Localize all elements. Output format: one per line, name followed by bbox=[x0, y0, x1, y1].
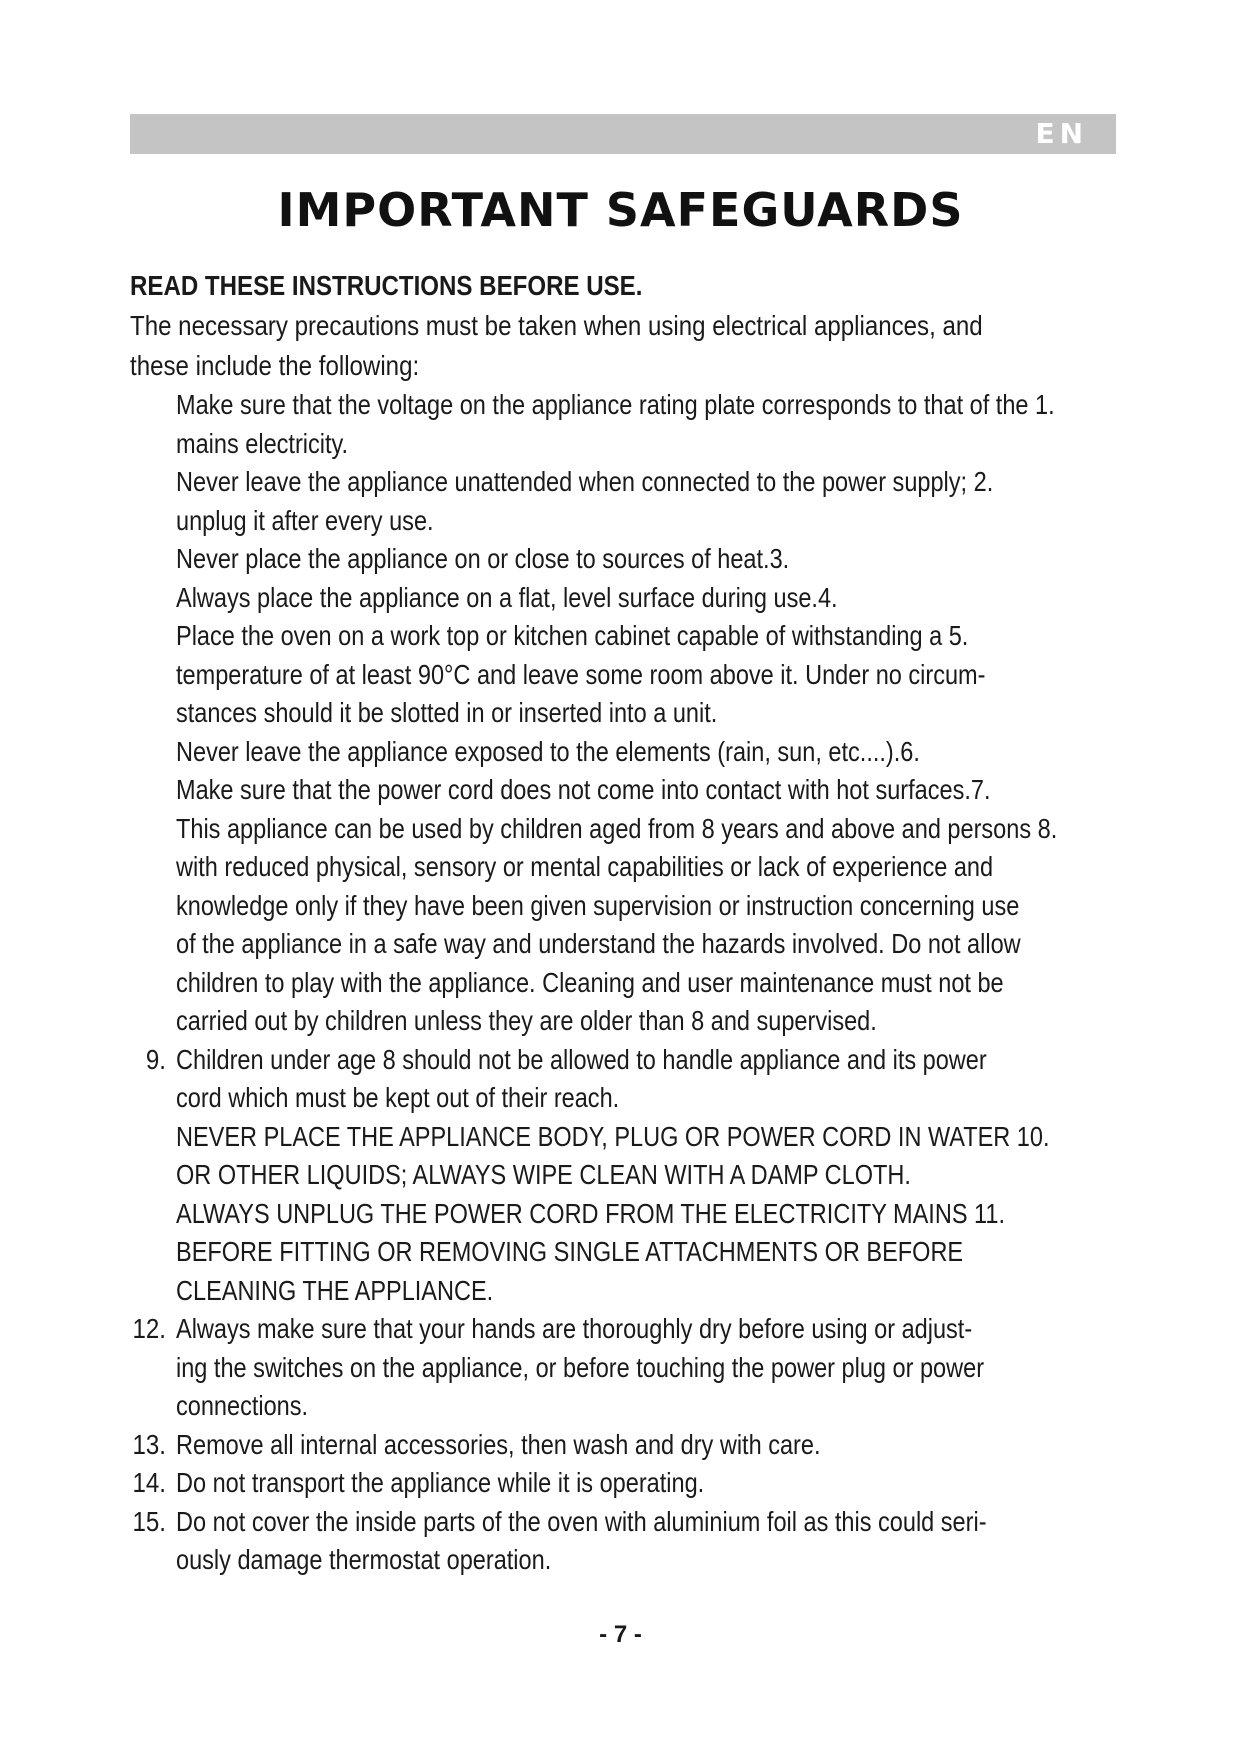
list-item-text-line: carried out by children unless they are older than 8 and supervised. bbox=[176, 1005, 877, 1036]
list-item bbox=[130, 463, 1190, 540]
list-item-text-line: stances should it be slotted in or inserted into a unit. bbox=[176, 697, 718, 728]
list-item-text-line: Place the oven on a work top or kitchen cabinet capable of withstanding a 5. bbox=[176, 620, 969, 651]
list-item-text-line: cord which must be kept out of their reach. bbox=[176, 1082, 620, 1113]
list-item-text-line: Make sure that the voltage on the appliance rating plate corresponds to that of the 1. bbox=[176, 389, 1055, 420]
list-item-text-line: Remove all internal accessories, then wash and dry with care. bbox=[176, 1428, 821, 1460]
list-item bbox=[130, 1195, 1190, 1311]
list-item-text-line: Never leave the appliance unattended when connected to the power supply; 2. bbox=[176, 466, 994, 497]
list-item-text-line: with reduced physical, sensory or mental capabilities or lack of experience and bbox=[176, 851, 994, 882]
list-item-text-line: of the appliance in a safe way and understand the hazards involved. Do not allow bbox=[176, 928, 1021, 959]
list-item-text-line: OR OTHER LIQUIDS; ALWAYS WIPE CLEAN WITH A DAMP CLOTH. bbox=[176, 1159, 911, 1190]
intro-line: The necessary precautions must be taken when using electrical appliances, and bbox=[130, 310, 983, 341]
language-code: EN bbox=[1035, 117, 1088, 150]
list-item-text-line: ing the switches on the appliance, or before touching the power plug or power bbox=[176, 1351, 985, 1383]
safeguards-list bbox=[130, 386, 1190, 1580]
list-item-text-line: NEVER PLACE THE APPLIANCE BODY, PLUG OR POWER CORD IN WATER 10. bbox=[176, 1120, 1050, 1152]
instructions-heading: READ THESE INSTRUCTIONS BEFORE USE. bbox=[130, 270, 643, 301]
language-bar bbox=[130, 114, 1116, 154]
list-item-number: 9. bbox=[145, 1043, 166, 1075]
list-item-text-line: BEFORE FITTING OR REMOVING SINGLE ATTACHMENTS OR BEFORE bbox=[176, 1236, 964, 1267]
list-item-text-line: knowledge only if they have been given supervision or instruction concerning use bbox=[176, 889, 1020, 921]
page-number: - 7 - bbox=[599, 1621, 642, 1648]
list-item-text-line: CLEANING THE APPLIANCE. bbox=[176, 1274, 494, 1306]
list-item bbox=[130, 579, 1190, 618]
list-item-number: 15. bbox=[132, 1505, 166, 1537]
list-item bbox=[130, 1464, 1190, 1503]
list-item-number: 13. bbox=[132, 1428, 166, 1460]
list-item bbox=[130, 386, 1190, 463]
list-item-text-line: Never place the appliance on or close to sources of heat.3. bbox=[176, 543, 790, 574]
list-item bbox=[130, 1310, 1190, 1426]
list-item-number: 14. bbox=[132, 1467, 166, 1498]
list-item-text-line: temperature of at least 90°C and leave some room above it. Under no circum- bbox=[176, 658, 986, 690]
main-content bbox=[130, 266, 1190, 1580]
list-item bbox=[130, 1041, 1190, 1118]
list-item-text-line: Make sure that the power cord does not come into contact with hot surfaces.7. bbox=[176, 774, 991, 805]
list-item-text-line: Do not cover the inside parts of the oven with aluminium foil as this could seri- bbox=[176, 1505, 987, 1537]
page-title: IMPORTANT SAFEGUARDS bbox=[277, 183, 964, 237]
list-item-text-line: Children under age 8 should not be allowed to handle appliance and its power bbox=[176, 1043, 987, 1075]
list-item-text-line: unplug it after every use. bbox=[176, 504, 434, 536]
list-item bbox=[130, 1426, 1190, 1465]
list-item-text-line: connections. bbox=[176, 1390, 309, 1421]
list-item-text-line: This appliance can be used by children aged from 8 years and above and persons 8. bbox=[176, 812, 1058, 844]
list-item bbox=[130, 1503, 1190, 1580]
list-item-text-line: Always place the appliance on a flat, level surface during use.4. bbox=[176, 581, 838, 613]
list-item bbox=[130, 617, 1190, 733]
list-item-text-line: ously damage thermostat operation. bbox=[176, 1544, 552, 1575]
list-item bbox=[130, 810, 1190, 1041]
list-item-text-line: ALWAYS UNPLUG THE POWER CORD FROM THE ELECTRICITY MAINS 11. bbox=[176, 1197, 1005, 1229]
list-item-text-line: Do not transport the appliance while it is operating. bbox=[176, 1467, 705, 1498]
list-item bbox=[130, 733, 1190, 772]
list-item bbox=[130, 771, 1190, 810]
list-item bbox=[130, 540, 1190, 579]
list-item-text-line: Always make sure that your hands are thoroughly dry before using or adjust- bbox=[176, 1313, 973, 1344]
intro-paragraph bbox=[130, 306, 1130, 386]
list-item-number: 12. bbox=[132, 1313, 166, 1344]
list-item-text-line: Never leave the appliance exposed to the elements (rain, sun, etc....).6. bbox=[176, 735, 920, 767]
list-item-text-line: mains electricity. bbox=[176, 427, 349, 459]
intro-line: these include the following: bbox=[130, 350, 420, 381]
list-item-text-line: children to play with the appliance. Cleaning and user maintenance must not be bbox=[176, 966, 1004, 998]
list-item bbox=[130, 1118, 1190, 1195]
